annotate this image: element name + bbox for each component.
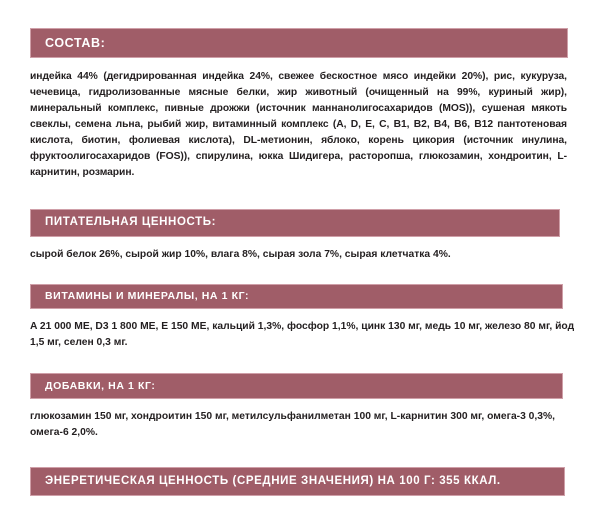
section-header-nutrition: [30, 209, 560, 237]
section-body-composition: индейка 44% (дегидрированная индейка 24%, свежее бескостное мясо индейки 20%), рис, кукуруза, чечевица, гидролизованные мясные белки, жир животный (очищенный на 99%, куриный жир), минеральный комплекс, пивные дрожжи (источник маннанолигосахаридов (MOS)), сушеная мякоть свеклы, семена льна, рыбий жир, витаминный комплекс (A, D, E, C, B1, B2, B4, B6, B12 пантотеновая кислота, биотин, фолиевая кислота), DL-метионин, яблоко, корень цикория (источник инулина, фруктоолигосахаридов (FOS)), спирулина, юкка Шидигера, расторопша, глюкозамин, хондроитин, L-карнитин, розмарин.: [30, 71, 567, 178]
section-header-vitamins: [30, 284, 563, 309]
nutrition-label-sheet: [0, 28, 600, 520]
section-header-energy-label: ЭНЕРЕТИЧЕСКАЯ ЦЕННОСТЬ (СРЕДНИЕ ЗНАЧЕНИЯ) НА 100 Г: 355 ККАЛ.: [45, 474, 501, 487]
section-header-vitamins-label: ВИТАМИНЫ И МИНЕРАЛЫ, НА 1 КГ:: [45, 290, 250, 303]
section-body-vitamins: A 21 000 МЕ, D3 1 800 МЕ, E 150 МЕ, кальций 1,3%, фосфор 1,1%, цинк 130 мг, медь 10 мг, железо 80 мг, йод 1,5 мг, селен 0,3 мг.: [30, 321, 575, 348]
section-header-additives-label: ДОБАВКИ, НА 1 КГ:: [45, 379, 156, 392]
section-header-composition: [30, 28, 568, 58]
section-header-nutrition-label: ПИТАТЕЛЬНАЯ ЦЕННОСТЬ:: [45, 216, 217, 229]
section-body-additives: глюкозамин 150 мг, хондроитин 150 мг, метилсульфанилметан 100 мг, L-карнитин 300 мг, омега-3 0,3%, омега-6 2,0%.: [30, 411, 556, 438]
section-header-composition-label: СОСТАВ:: [45, 35, 106, 50]
section-body-nutrition: сырой белок 26%, сырой жир 10%, влага 8%, сырая зола 7%, сырая клетчатка 4%.: [30, 249, 451, 260]
section-header-additives: [30, 373, 563, 399]
